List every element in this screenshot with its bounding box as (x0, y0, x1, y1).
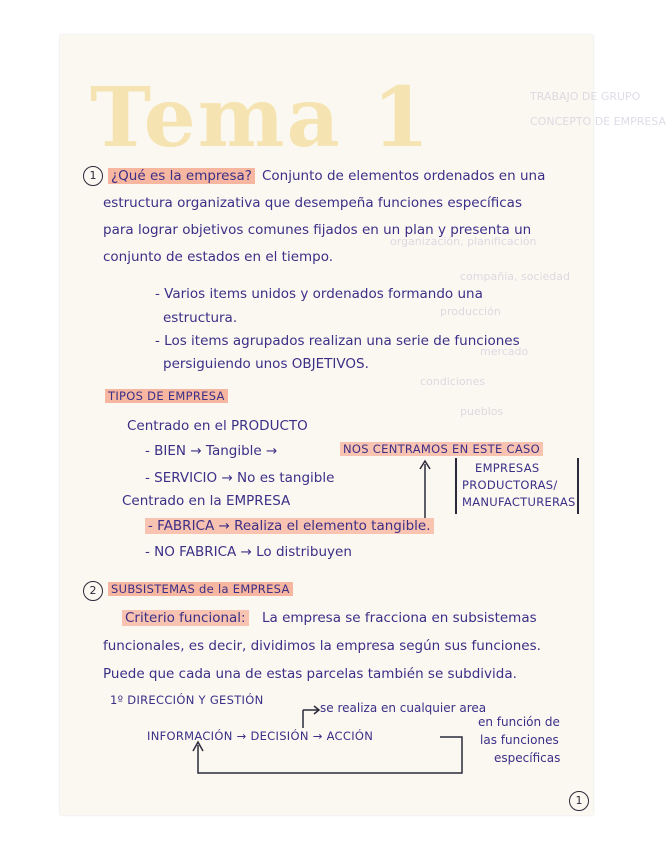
empresa-label: Centrado en la EMPRESA (122, 493, 291, 509)
tipos-heading (105, 391, 228, 403)
section-question (108, 170, 255, 184)
up-arrow-icon (418, 458, 432, 526)
criterio-label (122, 612, 249, 626)
section2-heading (108, 584, 293, 596)
bien-note-text: NOS CENTRAMOS EN ESTE CASO (340, 442, 543, 456)
bracket-line: PRODUCTORAS/ (462, 478, 558, 492)
bleed-text: mercado (480, 345, 529, 358)
no-fabrica-line: - NO FABRICA → Lo distribuyen (145, 544, 352, 560)
side-note: específicas (494, 751, 561, 765)
bleed-text: organización, planificación (390, 235, 537, 248)
side-note: las funciones (480, 733, 559, 747)
definition-line: estructura organizativa que desempeña funciones específicas (103, 195, 522, 211)
bullet-line: - Varios items unidos y ordenados formando una (155, 286, 483, 302)
bullet-line: persiguiendo unos OBJETIVOS. (163, 356, 369, 372)
bien-note (340, 444, 543, 456)
criterio-line: funcionales, es decir, dividimos la empresa según sus funciones. (103, 638, 541, 654)
bleed-text: condiciones (420, 375, 486, 388)
question-highlight: ¿Qué es la empresa? (108, 168, 255, 184)
section2-heading-text: SUBSISTEMAS de la EMPRESA (108, 582, 293, 596)
feedback-loop-icon (190, 733, 475, 781)
criterio-label-text: Criterio funcional: (122, 610, 249, 626)
bien-line: - BIEN → Tangible → (145, 443, 278, 459)
page-number: 1 (569, 791, 589, 811)
bullet-line: estructura. (163, 310, 238, 326)
definition-line: para lograr objetivos comunes fijados en un plan y presenta un (103, 222, 532, 238)
fabrica-line (145, 520, 434, 534)
flow-line: INFORMACIÓN → DECISIÓN → ACCIÓN (147, 729, 374, 743)
bracket-line: MANUFACTURERAS (462, 495, 576, 509)
criterio-line: La empresa se fracciona en subsistemas (262, 610, 537, 626)
bleed-text: producción (440, 305, 501, 318)
servicio-line: - SERVICIO → No es tangible (145, 470, 335, 486)
tipos-heading-text: TIPOS DE EMPRESA (105, 389, 228, 403)
bleed-text: CONCEPTO DE EMPRESA (530, 115, 666, 128)
bleed-text: compañía, sociedad (460, 270, 571, 283)
flow-note: se realiza en cualquier area (320, 701, 487, 715)
bleed-text: TRABAJO DE GRUPO (530, 90, 641, 103)
criterio-line: Puede que cada una de estas parcelas también se subdivida. (103, 666, 517, 682)
definition-line: conjunto de estados en el tiempo. (103, 249, 334, 265)
sub-heading: 1º DIRECCIÓN Y GESTIÓN (110, 693, 264, 707)
section-number: 2 (83, 581, 103, 601)
fabrica-text: - FABRICA → Realiza el elemento tangible. (145, 518, 434, 534)
bracket-line: EMPRESAS (475, 461, 540, 475)
side-note: en función de (478, 715, 560, 729)
producto-label: Centrado en el PRODUCTO (127, 418, 308, 434)
section-number: 1 (83, 166, 103, 186)
flow-connector-icon (300, 704, 322, 730)
definition-line: Conjunto de elementos ordenados en una (262, 168, 546, 184)
bullet-line: - Los items agrupados realizan una serie de funciones (155, 333, 520, 349)
page-title: Tema 1 (90, 70, 432, 166)
bleed-text: pueblos (460, 405, 504, 418)
